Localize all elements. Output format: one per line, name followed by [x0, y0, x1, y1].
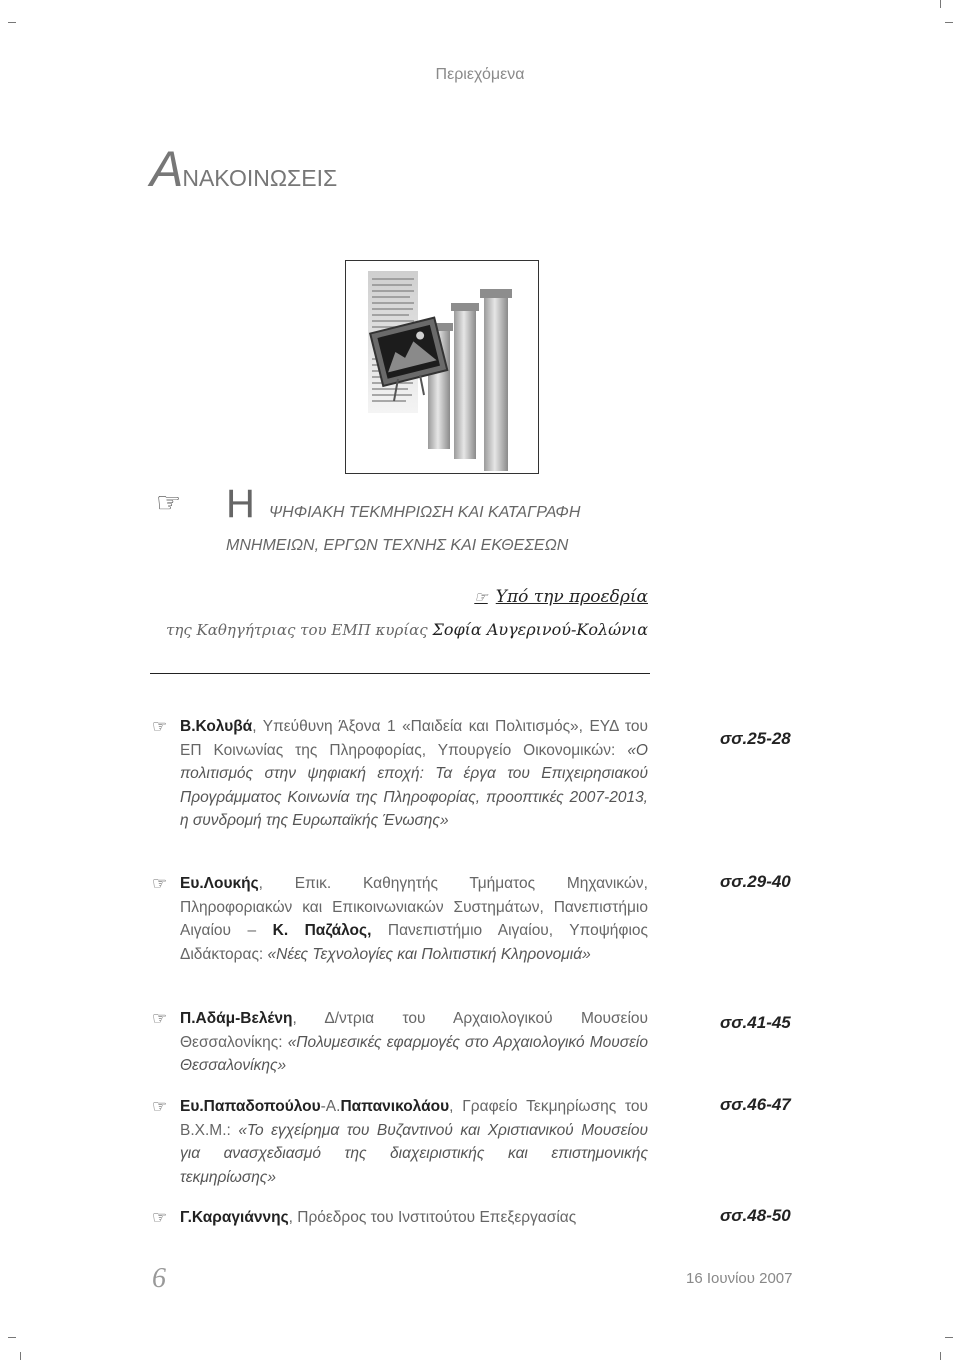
- crop-mark: [940, 1352, 941, 1360]
- pointing-hand-bullet-icon: ☞: [152, 1009, 168, 1028]
- page-date: 16 Ιουνίου 2007: [686, 1270, 793, 1287]
- pointing-hand-bullet-icon: ☞: [152, 874, 168, 893]
- list-item: [152, 1007, 802, 1078]
- running-head: Περιεχόμενα: [435, 66, 525, 83]
- section-title-rest: ΝΑΚΟΙΝΩΣΕΙΣ: [182, 165, 338, 191]
- chair-label: Υπό την προεδρία: [495, 587, 648, 607]
- entry-author-2: Κ. Παζάλος,: [272, 922, 372, 939]
- list-item: [152, 1095, 802, 1189]
- entry-author-separator: -Α.: [320, 1098, 341, 1115]
- entry-pages: σσ.48-50: [720, 1206, 791, 1225]
- pointing-hand-bullet-icon: ☞: [152, 1097, 168, 1116]
- entry-title: «Ο πολιτισμός στην ψηφιακή εποχή: Τα έργα του Επιχειρησιακού Προγράμματος Κοινωνία της Πληροφορίας, προοπτικές 2007-2013, η συνδρομή της Ευρωπαϊκής Ένωσης»: [180, 741, 648, 829]
- pointing-hand-bullet-icon: ☞: [474, 588, 488, 606]
- session-title: [226, 482, 580, 527]
- columns-and-painting-illustration: [346, 261, 538, 473]
- entry-text: [180, 1007, 648, 1078]
- entry-pages: σσ.29-40: [720, 872, 791, 891]
- entry-text: [180, 1206, 648, 1230]
- session-illustration: [345, 260, 539, 474]
- entry-author: Π.Αδάμ-Βελένη: [180, 1010, 293, 1027]
- entry-pages: σσ.25-28: [720, 729, 791, 748]
- list-item: [152, 1206, 802, 1230]
- crop-mark: [945, 1337, 953, 1338]
- chair-name: Σοφία Αυγερινού-Κολώνια: [432, 620, 648, 639]
- section-title: [150, 140, 337, 198]
- crop-mark: [940, 0, 941, 8]
- session-title-line1: ΨΗΦΙΑΚΗ ΤΕΚΜΗΡΙΩΣΗ ΚΑΙ ΚΑΤΑΓΡΑΦΗ: [268, 504, 581, 521]
- session-title-line2: ΜΝΗΜΕΙΩΝ, ΕΡΓΩΝ ΤΕΧΝΗΣ ΚΑΙ ΕΚΘΕΣΕΩΝ: [226, 537, 569, 554]
- list-item: [152, 715, 802, 833]
- entry-affiliation: , Υπεύθυνη Άξονα 1 «Παιδεία και Πολιτισμός», ΕΥΔ του ΕΠ Κοινωνίας της Πληροφορίας, Υπουργείο Οικονομικών:: [180, 718, 648, 759]
- entry-author-2: Παπανικολάου: [340, 1098, 450, 1115]
- crop-mark: [20, 1352, 21, 1360]
- crop-mark: [8, 1337, 16, 1338]
- pointing-hand-bullet-icon: ☞: [152, 717, 168, 736]
- entry-author: Ευ.Παπαδοπούλου: [180, 1098, 321, 1115]
- chair-line: [474, 587, 648, 607]
- entry-affiliation: , Πρόεδρος του Ινστιτούτου Επεξεργασίας: [288, 1209, 577, 1226]
- entry-pages: σσ.41-45: [720, 1013, 791, 1032]
- entry-affiliation: , Επικ. Καθηγητής Τμήματος Μηχανικών, Πληροφοριακών και Επικοινωνιακών Συστημάτων, Πανεπιστήμιο Αιγαίου –: [180, 875, 648, 939]
- entry-text: [180, 872, 648, 966]
- entry-title: «Πολυμεσικές εφαρμογές στο Αρχαιολογικό Μουσείο Θεσσαλονίκης»: [180, 1033, 648, 1074]
- entry-pages: σσ.46-47: [720, 1095, 791, 1114]
- pointing-hand-icon: ☞: [156, 487, 182, 518]
- entry-title: «Νέες Τεχνολογίες και Πολιτιστική Κληρονομιά»: [267, 945, 591, 963]
- list-item: [152, 872, 802, 966]
- crop-mark: [8, 22, 16, 23]
- section-title-initial: Α: [150, 141, 183, 197]
- crop-mark: [945, 22, 953, 23]
- chair-title: της Καθηγήτριας του ΕΜΠ κυρίας: [166, 621, 428, 639]
- page-number: 6: [152, 1263, 166, 1294]
- horizontal-rule: [150, 673, 650, 674]
- pointing-hand-bullet-icon: ☞: [152, 1208, 168, 1227]
- entry-author: Ευ.Λουκής: [180, 875, 259, 892]
- chair-line2: [166, 620, 648, 639]
- entry-text: [180, 1095, 648, 1189]
- entry-affiliation: , Γραφείο Τεκμηρίωσης του Β.Χ.Μ.:: [180, 1098, 648, 1139]
- entry-affiliation-2: Πανεπιστήμιο Αιγαίου, Υποψήφιος Διδάκτορας:: [180, 922, 648, 963]
- entry-author: Γ.Καραγιάννης: [180, 1209, 289, 1226]
- entry-text: [180, 715, 648, 833]
- entry-author: Β.Κολυβά: [180, 718, 253, 735]
- entry-affiliation: , Δ/ντρια του Αρχαιολογικού Μουσείου Θεσσαλονίκης:: [180, 1010, 648, 1051]
- session-title-initial: Η: [226, 482, 255, 526]
- entry-title: «Το εγχείρημα του Βυζαντινού και Χριστιανικού Μουσείου για ανασχεδιασμό της διαχειριστικής και επιστημονικής τεκμηρίωσης»: [180, 1121, 648, 1186]
